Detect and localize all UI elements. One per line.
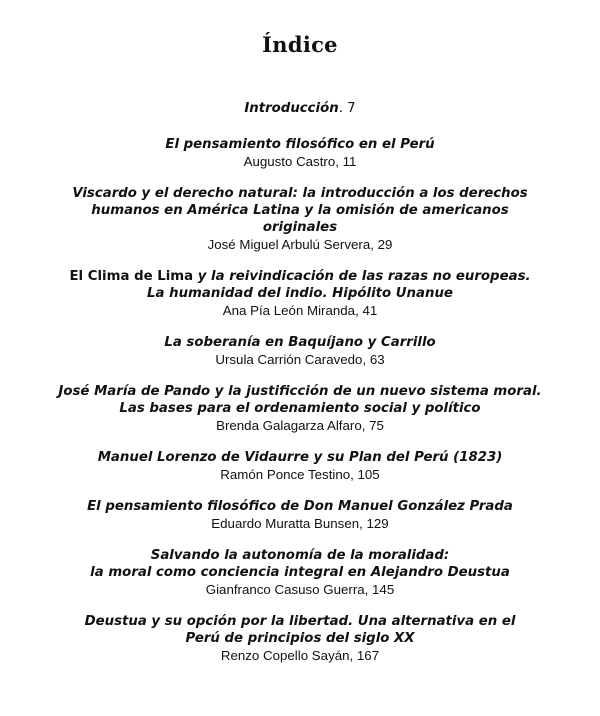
toc-entry (0, 383, 600, 434)
toc-entry-title-italic: y la reivindicación de las razas no europeas. (193, 269, 531, 284)
toc-entry-title: Las bases para el ordenamiento social y político (119, 401, 481, 416)
toc-entry (0, 449, 600, 483)
toc-entry-author: Gianfranco Casuso Guerra, 145 (205, 582, 395, 597)
toc-entry-author: Ursula Carrión Caravedo, 63 (215, 352, 385, 367)
toc-entry-title: Manuel Lorenzo de Vidaurre y su Plan del Perú (1823) (97, 450, 503, 465)
page-title: Índice (262, 32, 338, 57)
toc-entry-title: El pensamiento filosófico en el Perú (165, 137, 435, 152)
toc-entry-author: Augusto Castro, 11 (243, 154, 357, 169)
toc-entry-title: La soberanía en Baquíjano y Carrillo (164, 335, 436, 350)
toc-entry-introduction (0, 100, 600, 117)
toc-entry-author: José Miguel Arbulú Servera, 29 (207, 237, 393, 252)
toc-entry (0, 613, 600, 664)
toc-entry-title: originales (262, 220, 338, 235)
toc-entry-title (0, 268, 600, 285)
toc-entry-title: Salvando la autonomía de la moralidad: (150, 548, 450, 563)
toc-entry-title: Viscardo y el derecho natural: la introducción a los derechos (72, 186, 528, 201)
table-of-contents (0, 100, 600, 679)
toc-entry-title: la moral como conciencia integral en Alejandro Deustua (90, 565, 510, 580)
toc-entry (0, 334, 600, 368)
intro-page-ref: . 7 (338, 101, 356, 116)
toc-entry-title: Perú de principios del siglo XX (185, 631, 415, 646)
intro-title: Introducción (244, 101, 339, 116)
toc-entry-author: Renzo Copello Sayán, 167 (220, 648, 380, 663)
toc-entry-title: humanos en América Latina y la omisión de americanos (91, 203, 509, 218)
toc-entry (0, 185, 600, 253)
toc-entry-author: Ana Pía León Miranda, 41 (222, 303, 378, 318)
toc-entry-title-roman: El Clima de Lima (69, 269, 194, 284)
toc-entry (0, 136, 600, 170)
toc-entry (0, 547, 600, 598)
toc-entry-title: El pensamiento filosófico de Don Manuel González Prada (87, 499, 513, 514)
toc-entry-title: La humanidad del indio. Hipólito Unanue (147, 286, 453, 301)
toc-entry-title: Deustua y su opción por la libertad. Una alternativa en el (84, 614, 516, 629)
toc-entry-title: José María de Pando y la justificción de un nuevo sistema moral. (58, 384, 542, 399)
toc-entry (0, 268, 600, 319)
toc-entry-title (0, 100, 600, 117)
toc-entry (0, 498, 600, 532)
toc-entry-author: Ramón Ponce Testino, 105 (220, 467, 380, 482)
toc-entry-author: Eduardo Muratta Bunsen, 129 (211, 516, 389, 531)
toc-entry-author: Brenda Galagarza Alfaro, 75 (216, 418, 384, 433)
